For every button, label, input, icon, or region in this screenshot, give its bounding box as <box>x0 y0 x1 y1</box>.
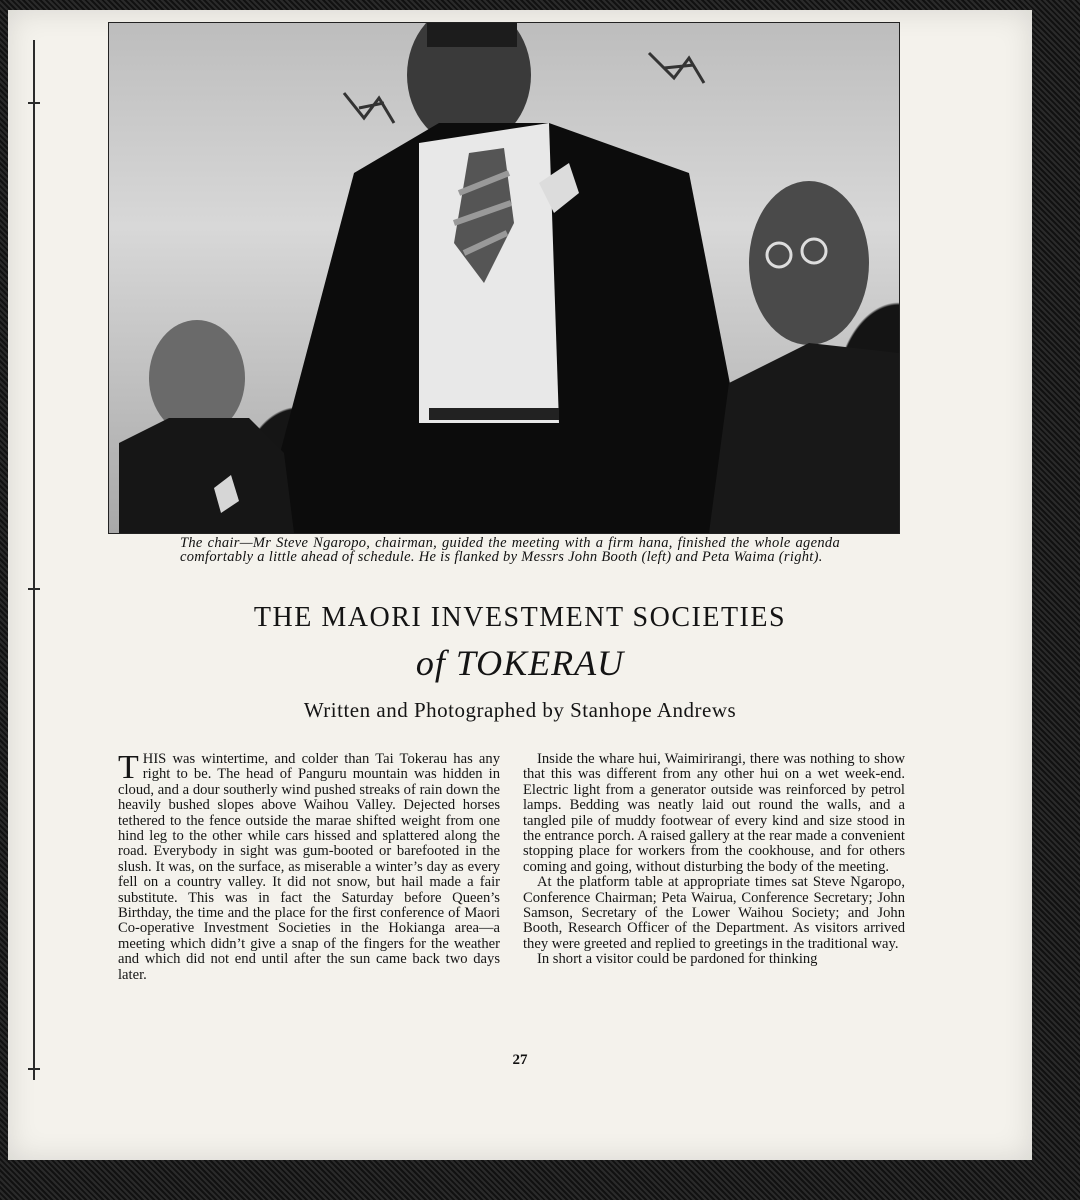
article-title-of: of TOKERAU <box>415 643 625 683</box>
chairman-belt <box>429 408 559 420</box>
article-title: THE MAORI INVESTMENT SOCIETIES <box>253 602 787 633</box>
left-paragraph-1 <box>118 749 500 983</box>
lead-smallcaps: HIS <box>142 751 167 767</box>
magazine-page <box>8 10 1032 1160</box>
photo-caption: The chair—Mr Steve Ngaropo, chairman, guided the meeting with a firm hana, finished the whole agenda comfortably a little ahead of schedule. He is flanked by Messrs John Booth (left) and Peta Waima (right). <box>180 535 840 565</box>
left-man-body <box>119 418 294 533</box>
right-column <box>523 752 905 968</box>
binding-tick <box>28 588 40 590</box>
binding-tick <box>28 102 40 104</box>
wall-motif <box>344 93 394 123</box>
left-column <box>118 749 500 983</box>
chairman-hat <box>427 23 517 47</box>
right-paragraph-1: Inside the whare hui, Waimirirangi, there was nothing to show that this was different from any other hui on a wet week-end. Electric light from a generator outside was reinforced by petrol lamps. Bedding was neatly laid out round the walls, and a tangled pile of muddy footwear of every kind and size stood in the entrance porch. A raised gallery at the rear made a convenient stopping place for workers from the cookhouse, and for others coming and going, without disturbing the body of the meeting. <box>523 751 905 875</box>
right-paragraph-2: At the platform table at appropriate times sat Steve Ngaropo, Conference Chairman; Peta Wairua, Conference Secretary; John Samson, Secretary of the Lower Waihou Society; and John Booth, Research Officer of the Department. As visitors arrived they were greeted and replied to greetings in the traditional way. <box>523 874 905 952</box>
photo-illustration <box>109 23 899 533</box>
right-man-body <box>709 343 899 533</box>
drop-cap: T <box>118 749 139 786</box>
wall-motif <box>649 53 704 83</box>
page-number: 27 <box>512 1052 528 1068</box>
binding-line <box>33 40 35 1080</box>
left-paragraph-1-text: was wintertime, and colder than Tai Tokerau has any right to be. The head of Panguru mountain was hidden in cloud, and a dour southerly wind pushed streaks of rain down the heavily bushed slopes above Waihou Valley. Dejected horses tethered to the fence outside the marae shifted weight from one hind leg to the other while cars hissed and splattered along the road. Everybody in sight was gum-booted or barefooted in the slush. It was, on the surface, as miserable a winter’s day as every fell on a country valley. It did not snow, but hail made a fair substitute. This was in fact the Saturday before Queen’s Birthday, the time and the place for the first conference of Maori Co-operative Investment Societies in the Hokianga area—a meeting which didn’t give a snap of the fingers for the weather and which did not end until after the sun came back two days later. <box>118 751 500 983</box>
article-photo <box>108 22 900 534</box>
right-paragraph-3: In short a visitor could be pardoned for thinking <box>537 951 818 968</box>
article-byline: Written and Photographed by Stanhope Andrews <box>303 698 737 722</box>
